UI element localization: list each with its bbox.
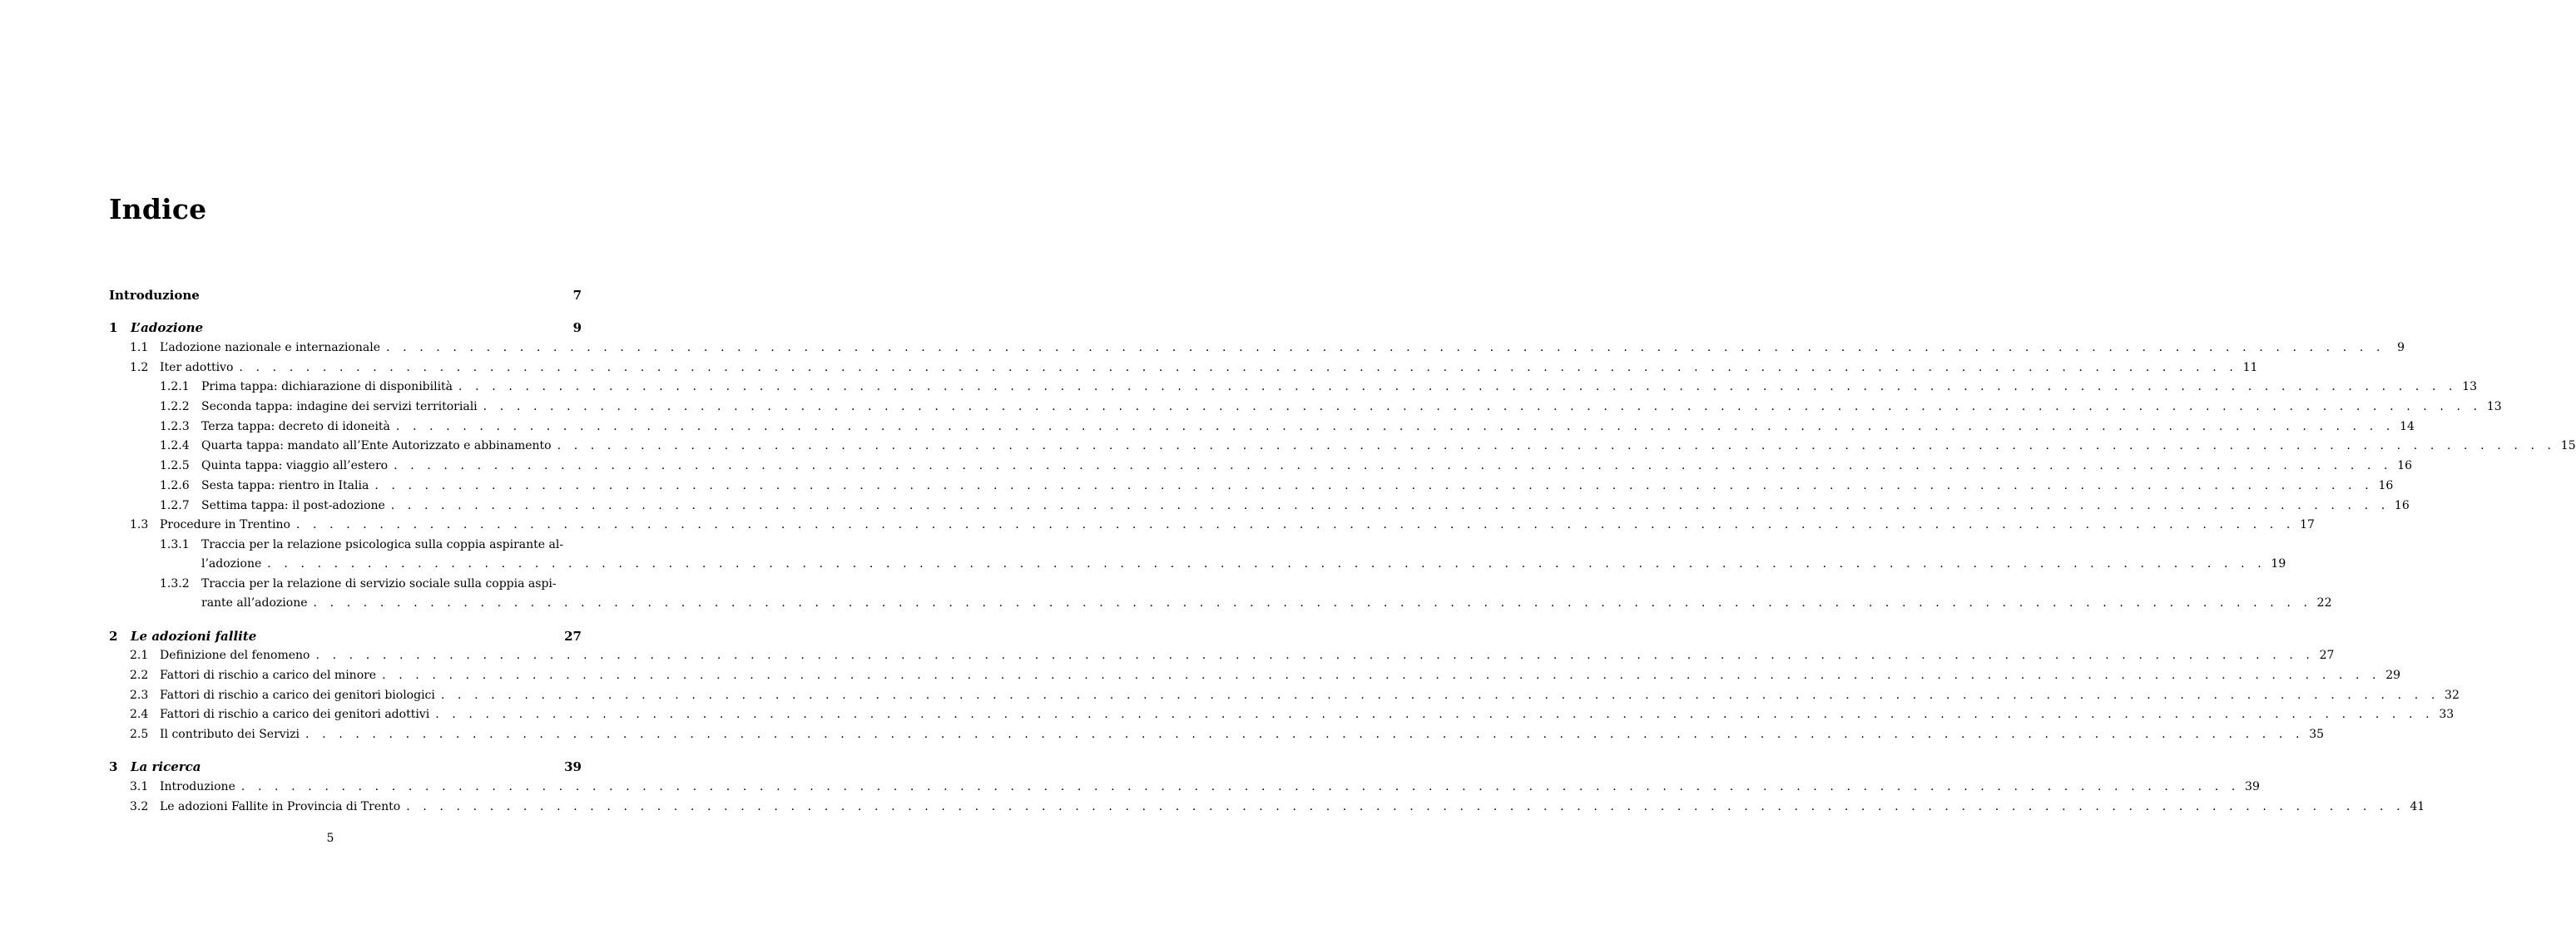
toc-page-number: 39 xyxy=(2245,780,2260,793)
toc-entry-label: Fattori di rischio a carico dei genitori adottivi xyxy=(160,708,430,721)
toc-entry-number: 1 xyxy=(109,320,118,335)
toc-section-entry[interactable] xyxy=(109,574,582,594)
toc-page-number: 9 xyxy=(572,320,582,335)
toc-page-number: 17 xyxy=(2300,518,2315,531)
toc-entry-label: L’adozione nazionale e internazionale xyxy=(160,341,380,354)
toc-entry-label: Traccia per la relazione di servizio sociale sulla coppia aspi- xyxy=(201,577,557,591)
toc-entry-number: 1.2.3 xyxy=(160,420,190,433)
toc-entry-label: Seconda tappa: indagine dei servizi territoriali xyxy=(201,400,478,413)
toc-section-entry[interactable] xyxy=(109,377,2478,397)
toc-leader-dots: . . . . . . . . . . . . . . . . . . . . . . . . . . . . . . . . . . . . . . . . . . . . . . . . . . . . . . . . . . . . . . . . . . . . . . . . . . . . . . . . . . . . . . . . . . . . . . . . . . . . . . . . . . . . . . . . . . . . . . . . xyxy=(382,669,2381,682)
toc-section-entry[interactable] xyxy=(109,685,2460,705)
toc-section-entry[interactable] xyxy=(109,338,2405,358)
toc-section-entry[interactable] xyxy=(109,535,582,555)
toc-leader-dots: . . . . . . . . . . . . . . . . . . . . . . . . . . . . . . . . . . . . . . . . . . . . . . . . . . . . . . . . . . . . . . . . . . . . . . . . . . . . . . . . . . . . . . . . . . . . . . . . . . . . . . . . . . . . . . . . . . . . . . . . xyxy=(440,689,2440,702)
toc-page-number: 14 xyxy=(2400,420,2415,433)
toc-page-number: 41 xyxy=(2410,800,2425,813)
toc-section-entry[interactable] xyxy=(109,358,2258,378)
toc-section-entry[interactable] xyxy=(109,476,2394,496)
toc-page-number: 16 xyxy=(2378,479,2394,492)
toc-entry-label: Le adozioni Fallite in Provincia di Trento xyxy=(160,800,401,813)
toc-entry-label: Traccia per la relazione psicologica sulla coppia aspirante al- xyxy=(201,538,564,551)
toc-entry-label: Iter adottivo xyxy=(160,361,234,374)
toc-section-entry[interactable] xyxy=(109,724,2325,744)
toc-entry-label: L’adozione xyxy=(131,320,204,335)
toc-page-number: 33 xyxy=(2439,708,2455,721)
toc-entry-number: 2.5 xyxy=(130,728,149,741)
page-number: 5 xyxy=(326,832,334,845)
toc-entry-number: 2.1 xyxy=(130,649,149,662)
toc-leader-dots: . . . . . . . . . . . . . . . . . . . . . . . . . . . . . . . . . . . . . . . . . . . . . . . . . . . . . . . . . . . . . . . . . . . . . . . . . . . . . . . . . . . . . . . . . . . . . . . . . . . . . . . . . . . . . . . . . . . . . . . . xyxy=(313,596,2312,610)
toc-entry-number: 3.2 xyxy=(130,800,149,813)
toc-section-entry[interactable] xyxy=(109,554,2286,574)
toc-section-entry[interactable] xyxy=(109,436,2576,456)
toc-entry-label: Introduzione xyxy=(109,288,200,303)
toc-page-number: 19 xyxy=(2271,557,2286,571)
toc-entry-number: 1.2.6 xyxy=(160,479,190,492)
toc-entry-label: Quarta tappa: mandato all’Ente Autorizzato e abbinamento xyxy=(201,439,552,452)
toc-page-number: 32 xyxy=(2445,689,2460,702)
toc-leader-dots: . . . . . . . . . . . . . . . . . . . . . . . . . . . . . . . . . . . . . . . . . . . . . . . . . . . . . . . . . . . . . . . . . . . . . . . . . . . . . . . . . . . . . . . . . . . . . . . . . . . . . . . . . . . . . . . . . . . . . . . . xyxy=(557,439,2556,452)
toc-page-number: 16 xyxy=(2394,499,2410,512)
toc-chapter-entry[interactable] xyxy=(109,318,582,338)
toc-section-entry[interactable] xyxy=(109,397,2502,417)
toc-section-entry[interactable] xyxy=(109,777,2260,797)
toc-section-entry[interactable] xyxy=(109,665,2401,685)
toc-leader-dots: . . . . . . . . . . . . . . . . . . . . . . . . . . . . . . . . . . . . . . . . . . . . . . . . . . . . . . . . . . . . . . . . . . . . . . . . . . . . . . . . . . . . . . . . . . . . . . . . . . . . . . . . . . . . . . . . . . . . . . . . xyxy=(435,708,2435,721)
toc-page-number: 15 xyxy=(2560,439,2576,452)
toc-entry-number: 1.2.7 xyxy=(160,499,190,512)
toc-page-number: 13 xyxy=(2462,380,2478,393)
toc-section-entry[interactable] xyxy=(109,496,2410,516)
toc-page-number: 39 xyxy=(564,759,582,774)
toc-page-number: 11 xyxy=(2242,361,2258,374)
toc-page-number: 29 xyxy=(2385,669,2401,682)
toc-leader-dots: . . . . . . . . . . . . . . . . . . . . . . . . . . . . . . . . . . . . . . . . . . . . . . . . . . . . . . . . . . . . . . . . . . . . . . . . . . . . . . . . . . . . . . . . . . . . . . . . . . . . . . . . . . . . . . . . . . . . . . . . xyxy=(483,400,2482,413)
toc-entry-number: 3 xyxy=(109,759,118,774)
toc-entry-number: 1.3 xyxy=(130,518,149,531)
toc-section-entry[interactable] xyxy=(109,797,2425,817)
toc-section-entry[interactable] xyxy=(109,456,2413,476)
toc-leader-dots: . . . . . . . . . . . . . . . . . . . . . . . . . . . . . . . . . . . . . . . . . . . . . . . . . . . . . . . . . . . . . . . . . . . . . . . . . . . . . . . . . . . . . . . . . . . . . . . . . . . . . . . . . . . . . . . . . . . . . . . . xyxy=(240,780,2240,793)
toc-leader-dots: . . . . . . . . . . . . . . . . . . . . . . . . . . . . . . . . . . . . . . . . . . . . . . . . . . . . . . . . . . . . . . . . . . . . . . . . . . . . . . . . . . . . . . . . . . . . . . . . . . . . . . . . . . . . . . . . . . . . . . . . xyxy=(395,420,2395,433)
toc-leader-dots: . . . . . . . . . . . . . . . . . . . . . . . . . . . . . . . . . . . . . . . . . . . . . . . . . . . . . . . . . . . . . . . . . . . . . . . . . . . . . . . . . . . . . . . . . . . . . . . . . . . . . . . . . . . . . . . . . . . . . . . . xyxy=(315,649,2315,662)
toc-entry-number: 1.3.1 xyxy=(160,538,190,551)
toc-page-number: 27 xyxy=(564,629,582,644)
toc-section-entry[interactable] xyxy=(109,593,2332,613)
toc-leader-dots: . . . . . . . . . . . . . . . . . . . . . . . . . . . . . . . . . . . . . . . . . . . . . . . . . . . . . . . . . . . . . . . . . . . . . . . . . . . . . . . . . . . . . . . . . . . . . . . . . . . . . . . . . . . . . . . . . . . . . . . . xyxy=(239,361,2238,374)
toc-entry-number: 1.1 xyxy=(130,341,149,354)
toc-entry-number: 2.4 xyxy=(130,708,149,721)
toc-entry-label: La ricerca xyxy=(131,759,201,774)
toc-entry-label: Le adozioni fallite xyxy=(131,629,257,644)
toc-page-number: 27 xyxy=(2319,649,2335,662)
toc-entry-number: 2 xyxy=(109,629,118,644)
toc-leader-dots: . . . . . . . . . . . . . . . . . . . . . . . . . . . . . . . . . . . . . . . . . . . . . . . . . . . . . . . . . . . . . . . . . . . . . . . . . . . . . . . . . . . . . . . . . . . . . . . . . . . . . . . . . . . . . . . . . . . . . . . . xyxy=(374,479,2374,492)
page-title: Indice xyxy=(109,193,207,225)
toc-leader-dots: . . . . . . . . . . . . . . . . . . . . . . . . . . . . . . . . . . . . . . . . . . . . . . . . . . . . . . . . . . . . . . . . . . . . . . . . . . . . . . . . . . . . . . . . . . . . . . . . . . . . . . . . . . . . . . . . . . . . . . . . xyxy=(390,499,2390,512)
toc-leader-dots: . . . . . . . . . . . . . . . . . . . . . . . . . . . . . . . . . . . . . . . . . . . . . . . . . . . . . . . . . . . . . . . . . . . . . . . . . . . . . . . . . . . . . . . . . . . . . . . . . . . . . . . . . . . . . . . . . . . . . . . . xyxy=(295,518,2295,531)
toc-section-entry[interactable] xyxy=(109,704,2455,724)
toc-leader-dots: . . . . . . . . . . . . . . . . . . . . . . . . . . . . . . . . . . . . . . . . . . . . . . . . . . . . . . . . . . . . . . . . . . . . . . . . . . . . . . . . . . . . . . . . . . . . . . . . . . . . . . . . . . . . . . . . . . . . . . . . xyxy=(394,459,2393,472)
toc-entry-number: 1.2 xyxy=(130,361,149,374)
toc-page-number: 35 xyxy=(2309,728,2325,741)
toc-entry-number: 1.2.4 xyxy=(160,439,190,452)
toc-entry-label: Introduzione xyxy=(160,780,235,793)
toc-leader-dots: . . . . . . . . . . . . . . . . . . . . . . . . . . . . . . . . . . . . . . . . . . . . . . . . . . . . . . . . . . . . . . . . . . . . . . . . . . . . . . . . . . . . . . . . . . . . . . . . . . . . . . . . . . . . . . . . . . . . . . . . xyxy=(386,341,2385,354)
toc-entry-number: 1.2.5 xyxy=(160,459,190,472)
toc-page-number: 9 xyxy=(2397,341,2405,354)
toc-section-entry[interactable] xyxy=(109,417,2415,437)
toc-entry-label: Il contributo dei Servizi xyxy=(160,728,300,741)
toc-entry-label: rante all’adozione xyxy=(201,596,308,610)
toc-entry-label: Definizione del fenomeno xyxy=(160,649,310,662)
toc-entry-label: Settima tappa: il post-adozione xyxy=(201,499,385,512)
toc-entry-number: 3.1 xyxy=(130,780,149,793)
toc-leader-dots: . . . . . . . . . . . . . . . . . . . . . . . . . . . . . . . . . . . . . . . . . . . . . . . . . . . . . . . . . . . . . . . . . . . . . . . . . . . . . . . . . . . . . . . . . . . . . . . . . . . . . . . . . . . . . . . . . . . . . . . . xyxy=(267,557,2266,571)
toc-page-number: 7 xyxy=(572,288,582,303)
toc-entry-number: 2.3 xyxy=(130,689,149,702)
toc-section-entry[interactable] xyxy=(109,515,2315,535)
toc-page-number: 16 xyxy=(2397,459,2413,472)
toc-section-entry[interactable] xyxy=(109,645,2335,665)
toc-page-number: 13 xyxy=(2486,400,2502,413)
toc-entry-label: Prima tappa: dichiarazione di disponibilità xyxy=(201,380,453,393)
toc-entry-label: Procedure in Trentino xyxy=(160,518,290,531)
toc-entry-label: l’adozione xyxy=(201,557,262,571)
toc-entry-label: Fattori di rischio a carico del minore xyxy=(160,669,377,682)
toc-entry-label: Quinta tappa: viaggio all’estero xyxy=(201,459,389,472)
toc-leader-dots: . . . . . . . . . . . . . . . . . . . . . . . . . . . . . . . . . . . . . . . . . . . . . . . . . . . . . . . . . . . . . . . . . . . . . . . . . . . . . . . . . . . . . . . . . . . . . . . . . . . . . . . . . . . . . . . . . . . . . . . . xyxy=(305,728,2305,741)
toc-leader-dots: . . . . . . . . . . . . . . . . . . . . . . . . . . . . . . . . . . . . . . . . . . . . . . . . . . . . . . . . . . . . . . . . . . . . . . . . . . . . . . . . . . . . . . . . . . . . . . . . . . . . . . . . . . . . . . . . . . . . . . . . xyxy=(458,380,2458,393)
toc-chapter-entry[interactable] xyxy=(109,626,582,646)
toc-entry-label: Sesta tappa: rientro in Italia xyxy=(201,479,369,492)
toc-entry-number: 1.3.2 xyxy=(160,577,190,591)
toc-entry-number: 1.2.1 xyxy=(160,380,190,393)
toc-entry-number: 1.2.2 xyxy=(160,400,190,413)
toc-leader-dots: . . . . . . . . . . . . . . . . . . . . . . . . . . . . . . . . . . . . . . . . . . . . . . . . . . . . . . . . . . . . . . . . . . . . . . . . . . . . . . . . . . . . . . . . . . . . . . . . . . . . . . . . . . . . . . . . . . . . . . . . xyxy=(406,800,2405,813)
toc-page-number: 22 xyxy=(2316,596,2332,610)
toc-entry-number: 2.2 xyxy=(130,669,149,682)
toc-entry-label: Fattori di rischio a carico dei genitori biologici xyxy=(160,689,435,702)
toc-chapter-entry[interactable] xyxy=(109,757,582,777)
toc-chapter-entry[interactable] xyxy=(109,285,582,305)
toc-entry-label: Terza tappa: decreto di idoneità xyxy=(201,420,390,433)
